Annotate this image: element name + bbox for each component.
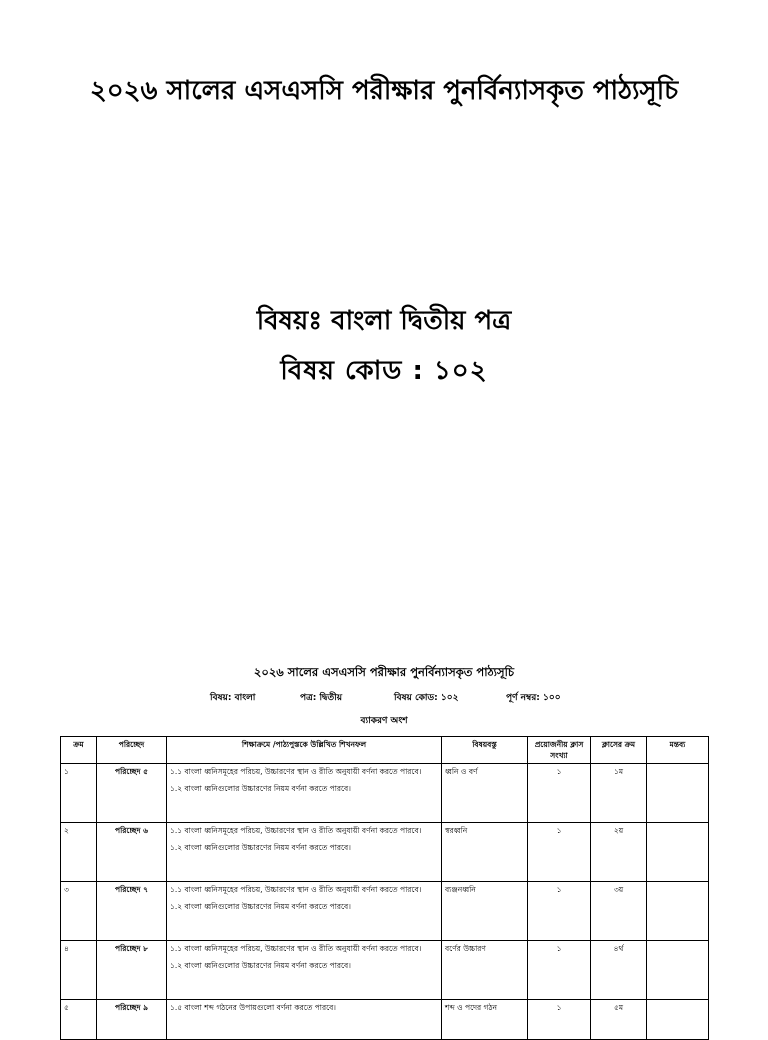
serial-cell: ৪ bbox=[61, 941, 97, 1000]
section-label: ব্যাকরণ অংশ bbox=[360, 716, 408, 726]
content-cell: ধ্বনি ও বর্ণ bbox=[442, 764, 528, 823]
classes-cell: ১ bbox=[528, 823, 591, 882]
serial-cell: ৫ bbox=[61, 1000, 97, 1040]
order-cell: ২য় bbox=[591, 823, 647, 882]
serial-cell: ৩ bbox=[61, 882, 97, 941]
classes-cell: ১ bbox=[528, 882, 591, 941]
syllabus-meta-row bbox=[0, 690, 768, 704]
classes-cell: ১ bbox=[528, 764, 591, 823]
chapter-cell: পরিচ্ছেদ ৮ bbox=[97, 941, 167, 1000]
meta-code: বিষয় কোড: ১০২ bbox=[394, 693, 459, 703]
chapter-cell: পরিচ্ছেদ ৯ bbox=[97, 1000, 167, 1040]
outcome-text: ১.১ বাংলা ধ্বনিসমূহের পরিচয়, উচ্চারণের স্থান ও রীতি অনুযায়ী বর্ণনা করতে পারবে। bbox=[170, 826, 422, 835]
chapter-cell: পরিচ্ছেদ ৭ bbox=[97, 882, 167, 941]
remark-cell bbox=[647, 882, 709, 941]
table-row bbox=[61, 764, 709, 823]
order-cell: ৩য় bbox=[591, 882, 647, 941]
classes-cell: ১ bbox=[528, 941, 591, 1000]
outcome-cell bbox=[167, 941, 442, 1000]
order-cell: ৪র্থ bbox=[591, 941, 647, 1000]
table-row bbox=[61, 882, 709, 941]
remark-cell bbox=[647, 823, 709, 882]
table-row bbox=[61, 1000, 709, 1040]
content-cell: ব্যঞ্জনধ্বনি bbox=[442, 882, 528, 941]
outcome-text: ১.৫ বাংলা শব্দ গঠনের উপায়গুলো বর্ণনা করতে পারবে। bbox=[170, 1003, 336, 1012]
header-outcome: শিক্ষাক্রমে /পাঠ্যপুস্তকে উল্লিখিত শিখনফল bbox=[167, 737, 442, 764]
syllabus-title: ২০২৬ সালের এসএসসি পরীক্ষার পুনর্বিন্যাসকৃত পাঠ্যসূচি bbox=[253, 665, 515, 679]
table-row bbox=[61, 941, 709, 1000]
header-classes: প্রয়োজনীয় ক্লাস সংখ্যা bbox=[528, 737, 591, 764]
remark-cell bbox=[647, 764, 709, 823]
outcome-cell bbox=[167, 1000, 442, 1040]
content-cell: স্বরধ্বনি bbox=[442, 823, 528, 882]
outcome-text: ১.২ বাংলা ধ্বনিগুলোর উচ্চারণের নিয়ম বর্ণনা করতে পারবে। bbox=[170, 961, 351, 970]
outcome-text: ১.২ বাংলা ধ্বনিগুলোর উচ্চারণের নিয়ম বর্ণনা করতে পারবে। bbox=[170, 902, 351, 911]
outcome-text: ১.২ বাংলা ধ্বনিগুলোর উচ্চারণের নিয়ম বর্ণনা করতে পারবে। bbox=[170, 784, 351, 793]
outcome-cell bbox=[167, 882, 442, 941]
subject-code-heading: বিষয় কোড : ১০২ bbox=[280, 356, 488, 386]
table-row bbox=[61, 823, 709, 882]
classes-cell: ১ bbox=[528, 1000, 591, 1040]
content-cell: বর্ণের উচ্চারণ bbox=[442, 941, 528, 1000]
syllabus-table bbox=[60, 736, 709, 1040]
outcome-text: ১.১ বাংলা ধ্বনিসমূহের পরিচয়, উচ্চারণের স্থান ও রীতি অনুযায়ী বর্ণনা করতে পারবে। bbox=[170, 944, 422, 953]
meta-full-marks: পূর্ণ নম্বর: ১০০ bbox=[506, 693, 561, 703]
serial-cell: ১ bbox=[61, 764, 97, 823]
order-cell: ১ম bbox=[591, 764, 647, 823]
outcome-text: ১.১ বাংলা ধ্বনিসমূহের পরিচয়, উচ্চারণের স্থান ও রীতি অনুযায়ী বর্ণনা করতে পারবে। bbox=[170, 767, 422, 776]
outcome-text: ১.২ বাংলা ধ্বনিগুলোর উচ্চারণের নিয়ম বর্ণনা করতে পারবে। bbox=[170, 843, 351, 852]
header-remark: মন্তব্য bbox=[647, 737, 709, 764]
subject-heading: বিষয়ঃ বাংলা দ্বিতীয় পত্র bbox=[256, 306, 512, 336]
content-cell: শব্দ ও পদের গঠন bbox=[442, 1000, 528, 1040]
header-content: বিষয়বস্তু bbox=[442, 737, 528, 764]
order-cell: ৫ম bbox=[591, 1000, 647, 1040]
outcome-cell bbox=[167, 823, 442, 882]
remark-cell bbox=[647, 941, 709, 1000]
remark-cell bbox=[647, 1000, 709, 1040]
outcome-cell bbox=[167, 764, 442, 823]
chapter-cell: পরিচ্ছেদ ৫ bbox=[97, 764, 167, 823]
serial-cell: ২ bbox=[61, 823, 97, 882]
chapter-cell: পরিচ্ছেদ ৬ bbox=[97, 823, 167, 882]
header-chapter: পরিচ্ছেদ bbox=[97, 737, 167, 764]
outcome-text: ১.১ বাংলা ধ্বনিসমূহের পরিচয়, উচ্চারণের স্থান ও রীতি অনুযায়ী বর্ণনা করতে পারবে। bbox=[170, 885, 422, 894]
document-title: ২০২৬ সালের এসএসসি পরীক্ষার পুনর্বিন্যাসকৃত পাঠ্যসূচি bbox=[89, 76, 679, 106]
table-header-row bbox=[61, 737, 709, 764]
meta-subject: বিষয়: বাংলা bbox=[210, 693, 256, 703]
meta-paper: পত্র: দ্বিতীয় bbox=[300, 693, 343, 703]
header-order: ক্লাসের ক্রম bbox=[591, 737, 647, 764]
header-serial: ক্রম bbox=[61, 737, 97, 764]
